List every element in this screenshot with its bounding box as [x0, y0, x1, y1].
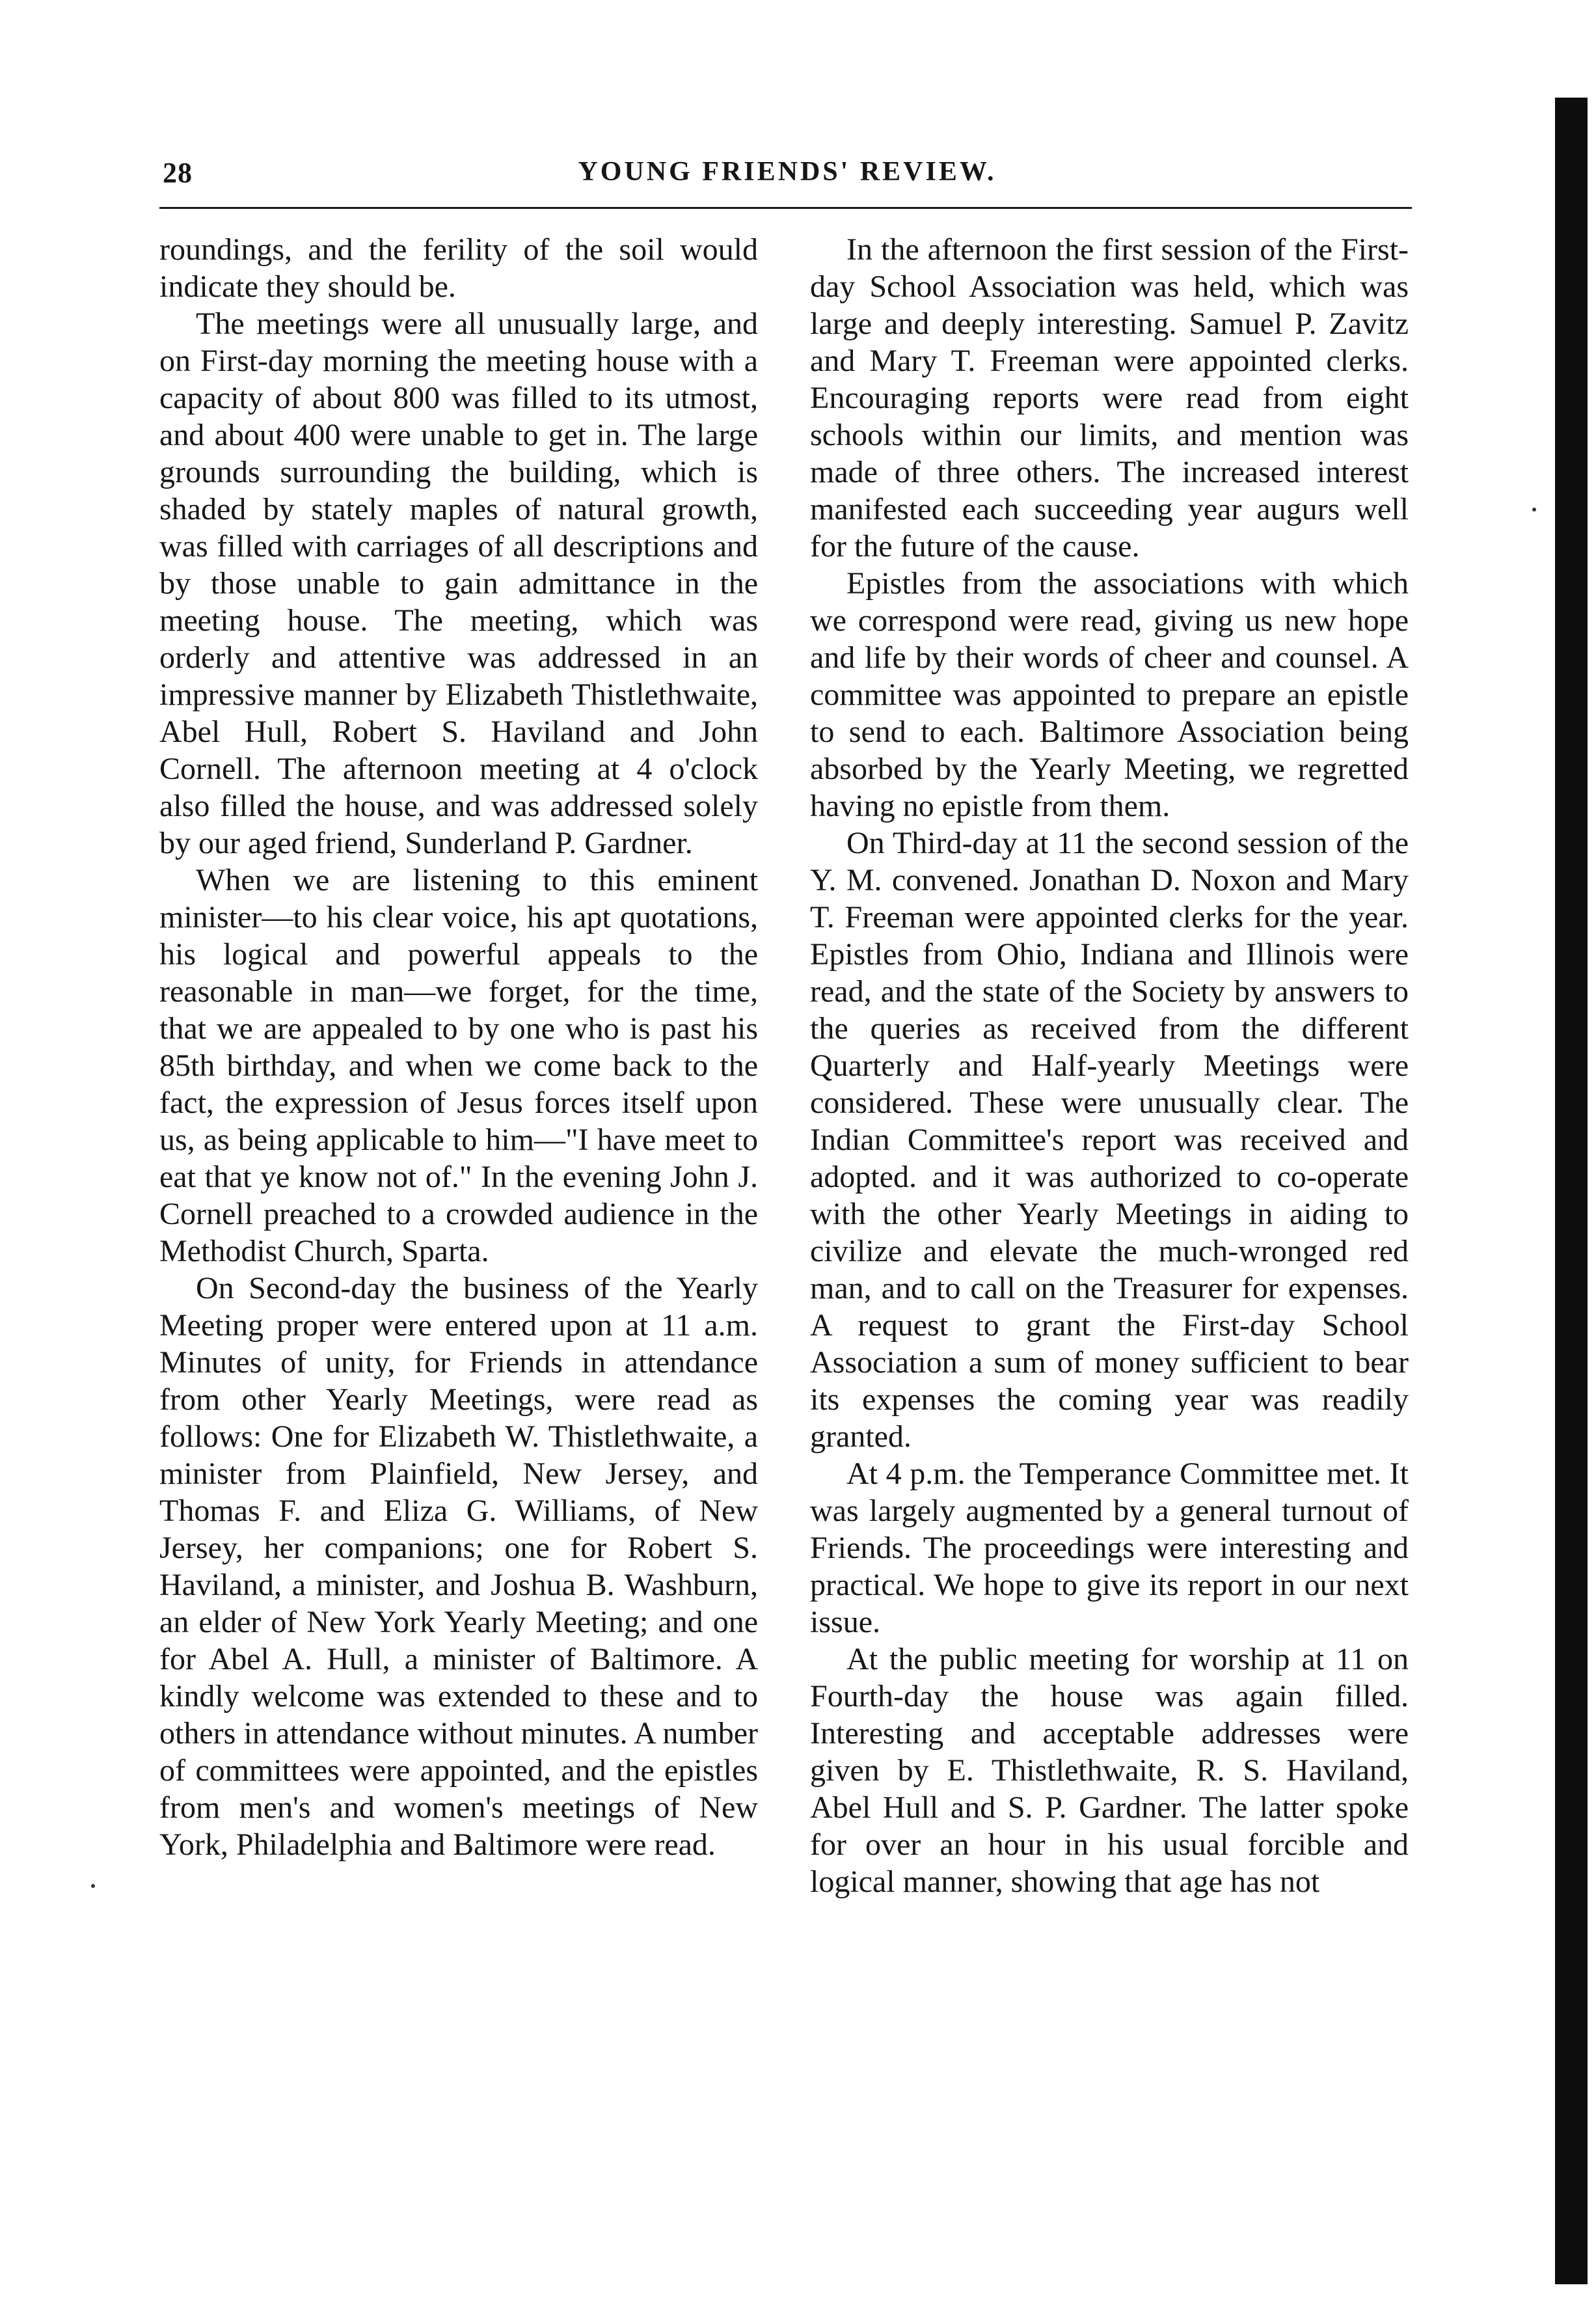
paragraph: roundings, and the ferility of the soil would indicate they should be. [159, 232, 758, 304]
scan-edge-bar [1555, 98, 1588, 2284]
scan-speck [1532, 508, 1536, 512]
paragraph: At 4 p.m. the Temperance Committee met. It was largely augmented by a general turnout of Friends. The proceedings were interesting and practical. We hope to give its report in our next issue. [810, 1456, 1409, 1639]
left-column [159, 231, 758, 1863]
page-header [163, 156, 1412, 202]
paragraph: At the public meeting for worship at 11 on Fourth-day the house was again filled. Interesting and acceptable addresses were given by E. Thistlethwaite, R. S. Haviland, Abel Hull and S. P. Gardner. The latter spoke for over an hour in his usual forcible and logical manner, showing that age has not [810, 1642, 1409, 1899]
right-column [810, 231, 1409, 1900]
paragraph: Epistles from the associations with which we correspond were read, giving us new hope and life by their words of cheer and counsel. A committee was appointed to prepare an epistle to send to each. Baltimore Association being absorbed by the Yearly Meeting, we regretted having no epistle from them. [810, 566, 1409, 823]
header-rule [159, 207, 1412, 209]
running-title: YOUNG FRIENDS' REVIEW. [578, 157, 997, 187]
scan-speck [91, 1884, 95, 1888]
paragraph: On Third-day at 11 the second session of the Y. M. convened. Jonathan D. Noxon and Mary T. Freeman were appointed clerks for the year. Epistles from Ohio, Indiana and Illinois were read, and the state of the Society by answers to the queries as received from the different Quarterly and Half-yearly Meetings were considered. These were unusually clear. The Indian Committee's report was received and adopted. and it was authorized to co-operate with the other Yearly Meetings in aiding to civilize and elevate the much-wronged red man, and to call on the Treasurer for expenses. A request to grant the First-day School Association a sum of money sufficient to bear its expenses the coming year was readily granted. [810, 826, 1409, 1454]
paragraph: In the afternoon the first session of the First-day School Association was held, which was large and deeply interesting. Samuel P. Zavitz and Mary T. Freeman were appointed clerks. Encouraging reports were read from eight schools within our limits, and mention was made of three others. The increased interest manifested each succeeding year augurs well for the future of the cause. [810, 232, 1409, 564]
paragraph: The meetings were all unusually large, and on First-day morning the meeting house with a capacity of about 800 was filled to its utmost, and about 400 were unable to get in. The large grounds surrounding the building, which is shaded by stately maples of natural growth, was filled with carriages of all descriptions and by those unable to gain admittance in the meeting house. The meeting, which was orderly and attentive was addressed in an impressive manner by Elizabeth Thistlethwaite, Abel Hull, Robert S. Haviland and John Cornell. The afternoon meeting at 4 o'clock also filled the house, and was addressed solely by our aged friend, Sunderland P. Gardner. [159, 307, 758, 860]
paragraph: When we are listening to this eminent minister—to his clear voice, his apt quotations, his logical and powerful appeals to the reasonable in man—we forget, for the time, that we are appealed to by one who is past his 85th birthday, and when we come back to the fact, the expression of Jesus forces itself upon us, as being applicable to him—"I have meet to eat that ye know not of." In the evening John J. Cornell preached to a crowded audience in the Methodist Church, Sparta. [159, 863, 758, 1268]
page-number: 28 [163, 157, 193, 189]
paragraph: On Second-day the business of the Yearly Meeting proper were entered upon at 11 a.m. Minutes of unity, for Friends in attendance from other Yearly Meetings, were read as follows: One for Elizabeth W. Thistlethwaite, a minister from Plainfield, New Jersey, and Thomas F. and Eliza G. Williams, of New Jersey, her companions; one for Robert S. Haviland, a minister, and Joshua B. Washburn, an elder of New York Yearly Meeting; and one for Abel A. Hull, a minister of Baltimore. A kindly welcome was extended to these and to others in attendance without minutes. A number of committees were appointed, and the epistles from men's and women's meetings of New York, Philadelphia and Baltimore were read. [159, 1271, 758, 1862]
